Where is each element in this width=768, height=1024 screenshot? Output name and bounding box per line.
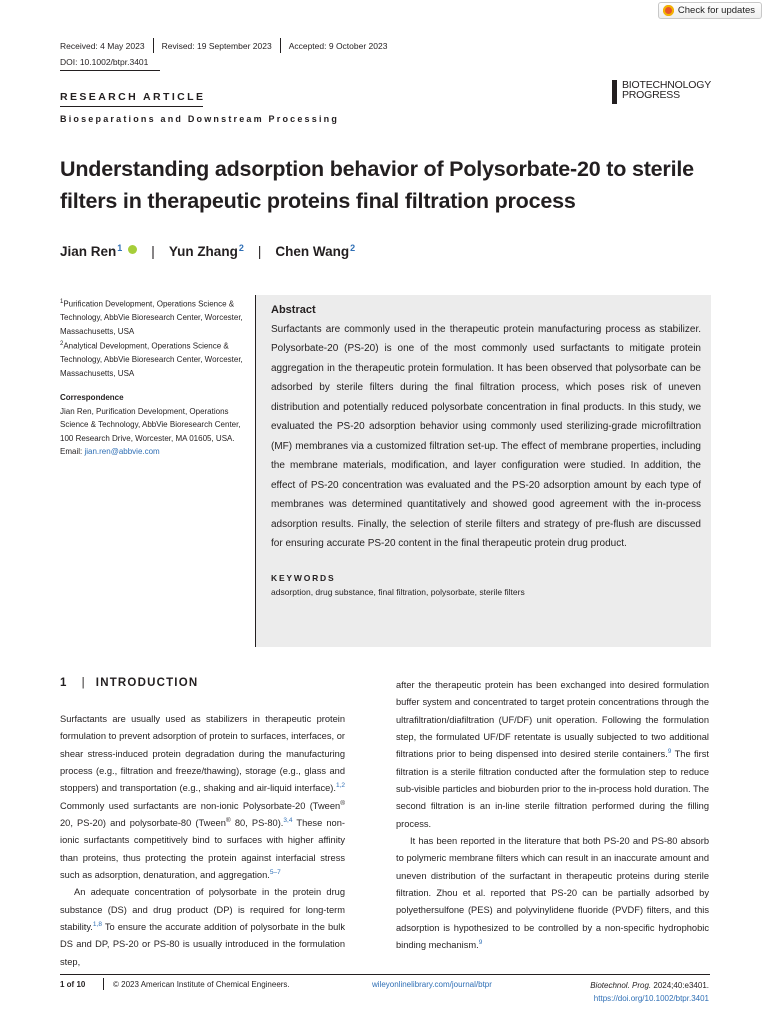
author-name[interactable]: Chen Wang — [275, 244, 350, 259]
email-link[interactable]: jian.ren@abbvie.com — [84, 447, 160, 456]
journal-logo-line1: BIOTECHNOLOGY — [622, 79, 711, 91]
abstract-heading: Abstract — [271, 304, 316, 316]
author-separator: | — [151, 244, 155, 259]
article-type-divider — [60, 106, 203, 107]
citation-link[interactable]: 9 — [667, 748, 672, 756]
author-separator: | — [257, 244, 262, 259]
page-number: 1 of 10 — [60, 980, 86, 989]
citation-link[interactable]: 9 — [478, 939, 483, 947]
citation-text: 2024;40:e3401. — [651, 981, 709, 990]
section-number: 1 — [60, 677, 68, 689]
header-divider — [60, 70, 160, 71]
correspondence-title: Correspondence — [60, 393, 124, 402]
author-name[interactable]: Yun Zhang — [168, 244, 238, 259]
citation-link[interactable]: 1,8 — [92, 921, 102, 929]
abstract-box — [256, 295, 711, 647]
paragraph-text: Surfactants are usually used as stabilizers in therapeutic protein formulation to prevent adsorption of protein to surfaces, interfaces, or shear stress-induced protein degradation during the manufacturing process (e.g., filtration and freeze/thawing), storage (e.g., glass and stoppers) and transportation (e.g., shaking and air-liquid interface). — [60, 714, 345, 794]
author-name[interactable]: Jian Ren — [60, 244, 117, 259]
paragraph-text: The first filtration is a sterile filtration conducted after the formulation step to reduce sub-visible particles and bioburden prior to the in-process hold duration. The second filtration is an in-line sterile filtration performed during the filling process. — [396, 749, 710, 829]
affiliation-number: 1 — [60, 299, 64, 305]
section-heading-introduction — [60, 677, 198, 689]
author-affiliation-number[interactable]: 2 — [350, 242, 356, 253]
paragraph — [396, 677, 709, 833]
journal-abbreviation: Biotechnol. Prog. — [590, 981, 652, 990]
keywords-text: adsorption, drug substance, final filtration, polysorbate, sterile filters — [271, 587, 525, 598]
paragraph-text: An adequate concentration of polysorbate in the protein drug substance (DS) and drug product (DP) is required for long-term stability. — [60, 887, 345, 933]
date-divider — [280, 38, 281, 53]
orcid-icon[interactable] — [128, 245, 137, 254]
publication-dates — [60, 38, 387, 53]
footer-divider — [60, 974, 710, 975]
abstract-text: Surfactants are commonly used in the therapeutic protein manufacturing process as stabilizer. Polysorbate-20 (PS-20) is one of the most commonly used surfactants to mitigate protein aggregation in the therapeutic protein formulation. It has been observed that polysorbate can be adsorbed by sterile filters during the final filtration process, which poses risk of uneven distribution and potentially reduced polysorbate concentration in final products. In this study, we evaluated the PS-20 adsorption behavior using commonly used sterilizing-grade microfiltration (MF) membranes via a customized filtration set-up. The effect of membrane properties, including the membrane materials, modification, and layer configuration were studied. In addition, the effect of PS-20 concentration was evaluated and the PS-20 adsorption amount by each type of membranes was determined quantitatively and showed good agreement with the in-process adsorption results. Finally, the selection of sterile filters and strategy of pre-flush are discussed for ensuring accurate PS-20 content in the final therapeutic protein drug product. — [271, 324, 701, 549]
revised-date: Revised: 19 September 2023 — [161, 40, 272, 51]
journal-logo-line2: PROGRESS — [622, 89, 680, 101]
journal-section: Bioseparations and Downstream Processing — [60, 114, 340, 124]
doi-link[interactable]: https://doi.org/10.1002/btpr.3401 — [593, 993, 709, 1003]
footer-separator — [103, 978, 104, 990]
citation-block — [553, 980, 709, 1005]
check-for-updates-label: Check for updates — [677, 5, 755, 16]
paragraph-text: Commonly used surfactants are non-ionic Polysorbate-20 (Tween — [60, 800, 341, 811]
received-date: Received: 4 May 2023 — [60, 40, 145, 51]
affiliation-number: 2 — [60, 341, 64, 347]
paragraph-text: after the therapeutic protein has been exchanged into desired formulation buffer system and concentrated to target protein concentrations through the ultrafiltration/diafiltration (UF/DF) unit operation. Following the formulation step, the formulated UF/DF retentate is usually subjected to two additional filtrations prior to being dispensed into desired sterile containers. — [396, 680, 709, 760]
registered-mark: ® — [340, 799, 345, 807]
accepted-date: Accepted: 9 October 2023 — [288, 40, 388, 51]
affiliation-text: Purification Development, Operations Science & Technology, AbbVie Bioresearch Center, Worcester, Massachusetts, USA — [60, 299, 243, 336]
paragraph — [60, 711, 345, 884]
paragraph-text: To ensure the accurate addition of polysorbate in the bulk DS and DP, PS-20 or PS-80 is usually introduced in the formulation step, — [60, 922, 345, 967]
section-title: INTRODUCTION — [95, 677, 199, 689]
body-column-right — [396, 677, 709, 955]
body-column-left — [60, 711, 345, 971]
paragraph-text: It has been reported in the literature that both PS-20 and PS-80 absorb to polymeric membrane filters which can result in an inaccurate amount and uneven distribution of the surfactant in therapeutic proteins during sterile filtration. Zhou et al. reported that PS-20 can be partially adsorbed by polyethersulfone (PES) and polyvinylidene fluoride (PVDF) filters, and this adsorption is hypothesized to be controlled by a non-specific hydrophobic binding mechanism. — [396, 836, 709, 951]
registered-mark: ® — [225, 816, 231, 824]
article-title: Understanding adsorption behavior of Polysorbate-20 to sterile filters in therapeutic proteins final filtration process — [60, 157, 694, 213]
correspondence-email-line — [60, 445, 245, 459]
correspondence-text: Jian Ren, Purification Development, Operations Science & Technology, AbbVie Bioresearch Center, 100 Research Drive, Worcester, MA 01605, USA. — [60, 406, 241, 443]
citation-link[interactable]: 1,2 — [335, 782, 345, 790]
citation-line — [553, 980, 709, 993]
journal-logo — [612, 80, 711, 104]
crossmark-icon — [663, 5, 674, 16]
doi-line: DOI: 10.1002/btpr.3401 — [60, 57, 149, 67]
journal-logo-bar — [612, 80, 617, 104]
affiliation-text: Analytical Development, Operations Science & Technology, AbbVie Bioresearch Center, Worcester, Massachusetts, USA — [60, 341, 243, 378]
article-type: RESEARCH ARTICLE — [60, 91, 206, 103]
email-label: Email: — [60, 447, 85, 456]
journal-logo-text — [622, 80, 711, 104]
paragraph — [396, 833, 709, 954]
date-divider — [153, 38, 154, 53]
author-affiliation-number[interactable]: 1 — [117, 242, 123, 253]
affiliation — [60, 296, 245, 338]
correspondence — [60, 391, 245, 459]
paragraph — [60, 884, 345, 971]
paragraph-text: These non-ionic surfactants competitively bind to surfaces with higher affinity than proteins, thus protecting the protein against interfacial stress such as adsorption, denaturation, and aggregation. — [60, 818, 345, 881]
check-for-updates-button[interactable] — [658, 2, 762, 19]
section-separator: | — [81, 677, 86, 689]
journal-url-link[interactable]: wileyonlinelibrary.com/journal/btpr — [372, 980, 492, 989]
author-list — [60, 244, 355, 259]
citation-link[interactable]: 3,4 — [283, 816, 293, 824]
author-affiliation-number[interactable]: 2 — [238, 242, 244, 253]
copyright: © 2023 American Institute of Chemical Engineers. — [113, 980, 290, 989]
paragraph-text: 80, PS-80). — [230, 818, 284, 829]
keywords-heading: KEYWORDS — [271, 573, 336, 584]
citation-link[interactable]: 5–7 — [269, 869, 281, 876]
affiliation — [60, 338, 245, 380]
paragraph-text: 20, PS-20) and polysorbate-80 (Tween — [60, 818, 226, 829]
